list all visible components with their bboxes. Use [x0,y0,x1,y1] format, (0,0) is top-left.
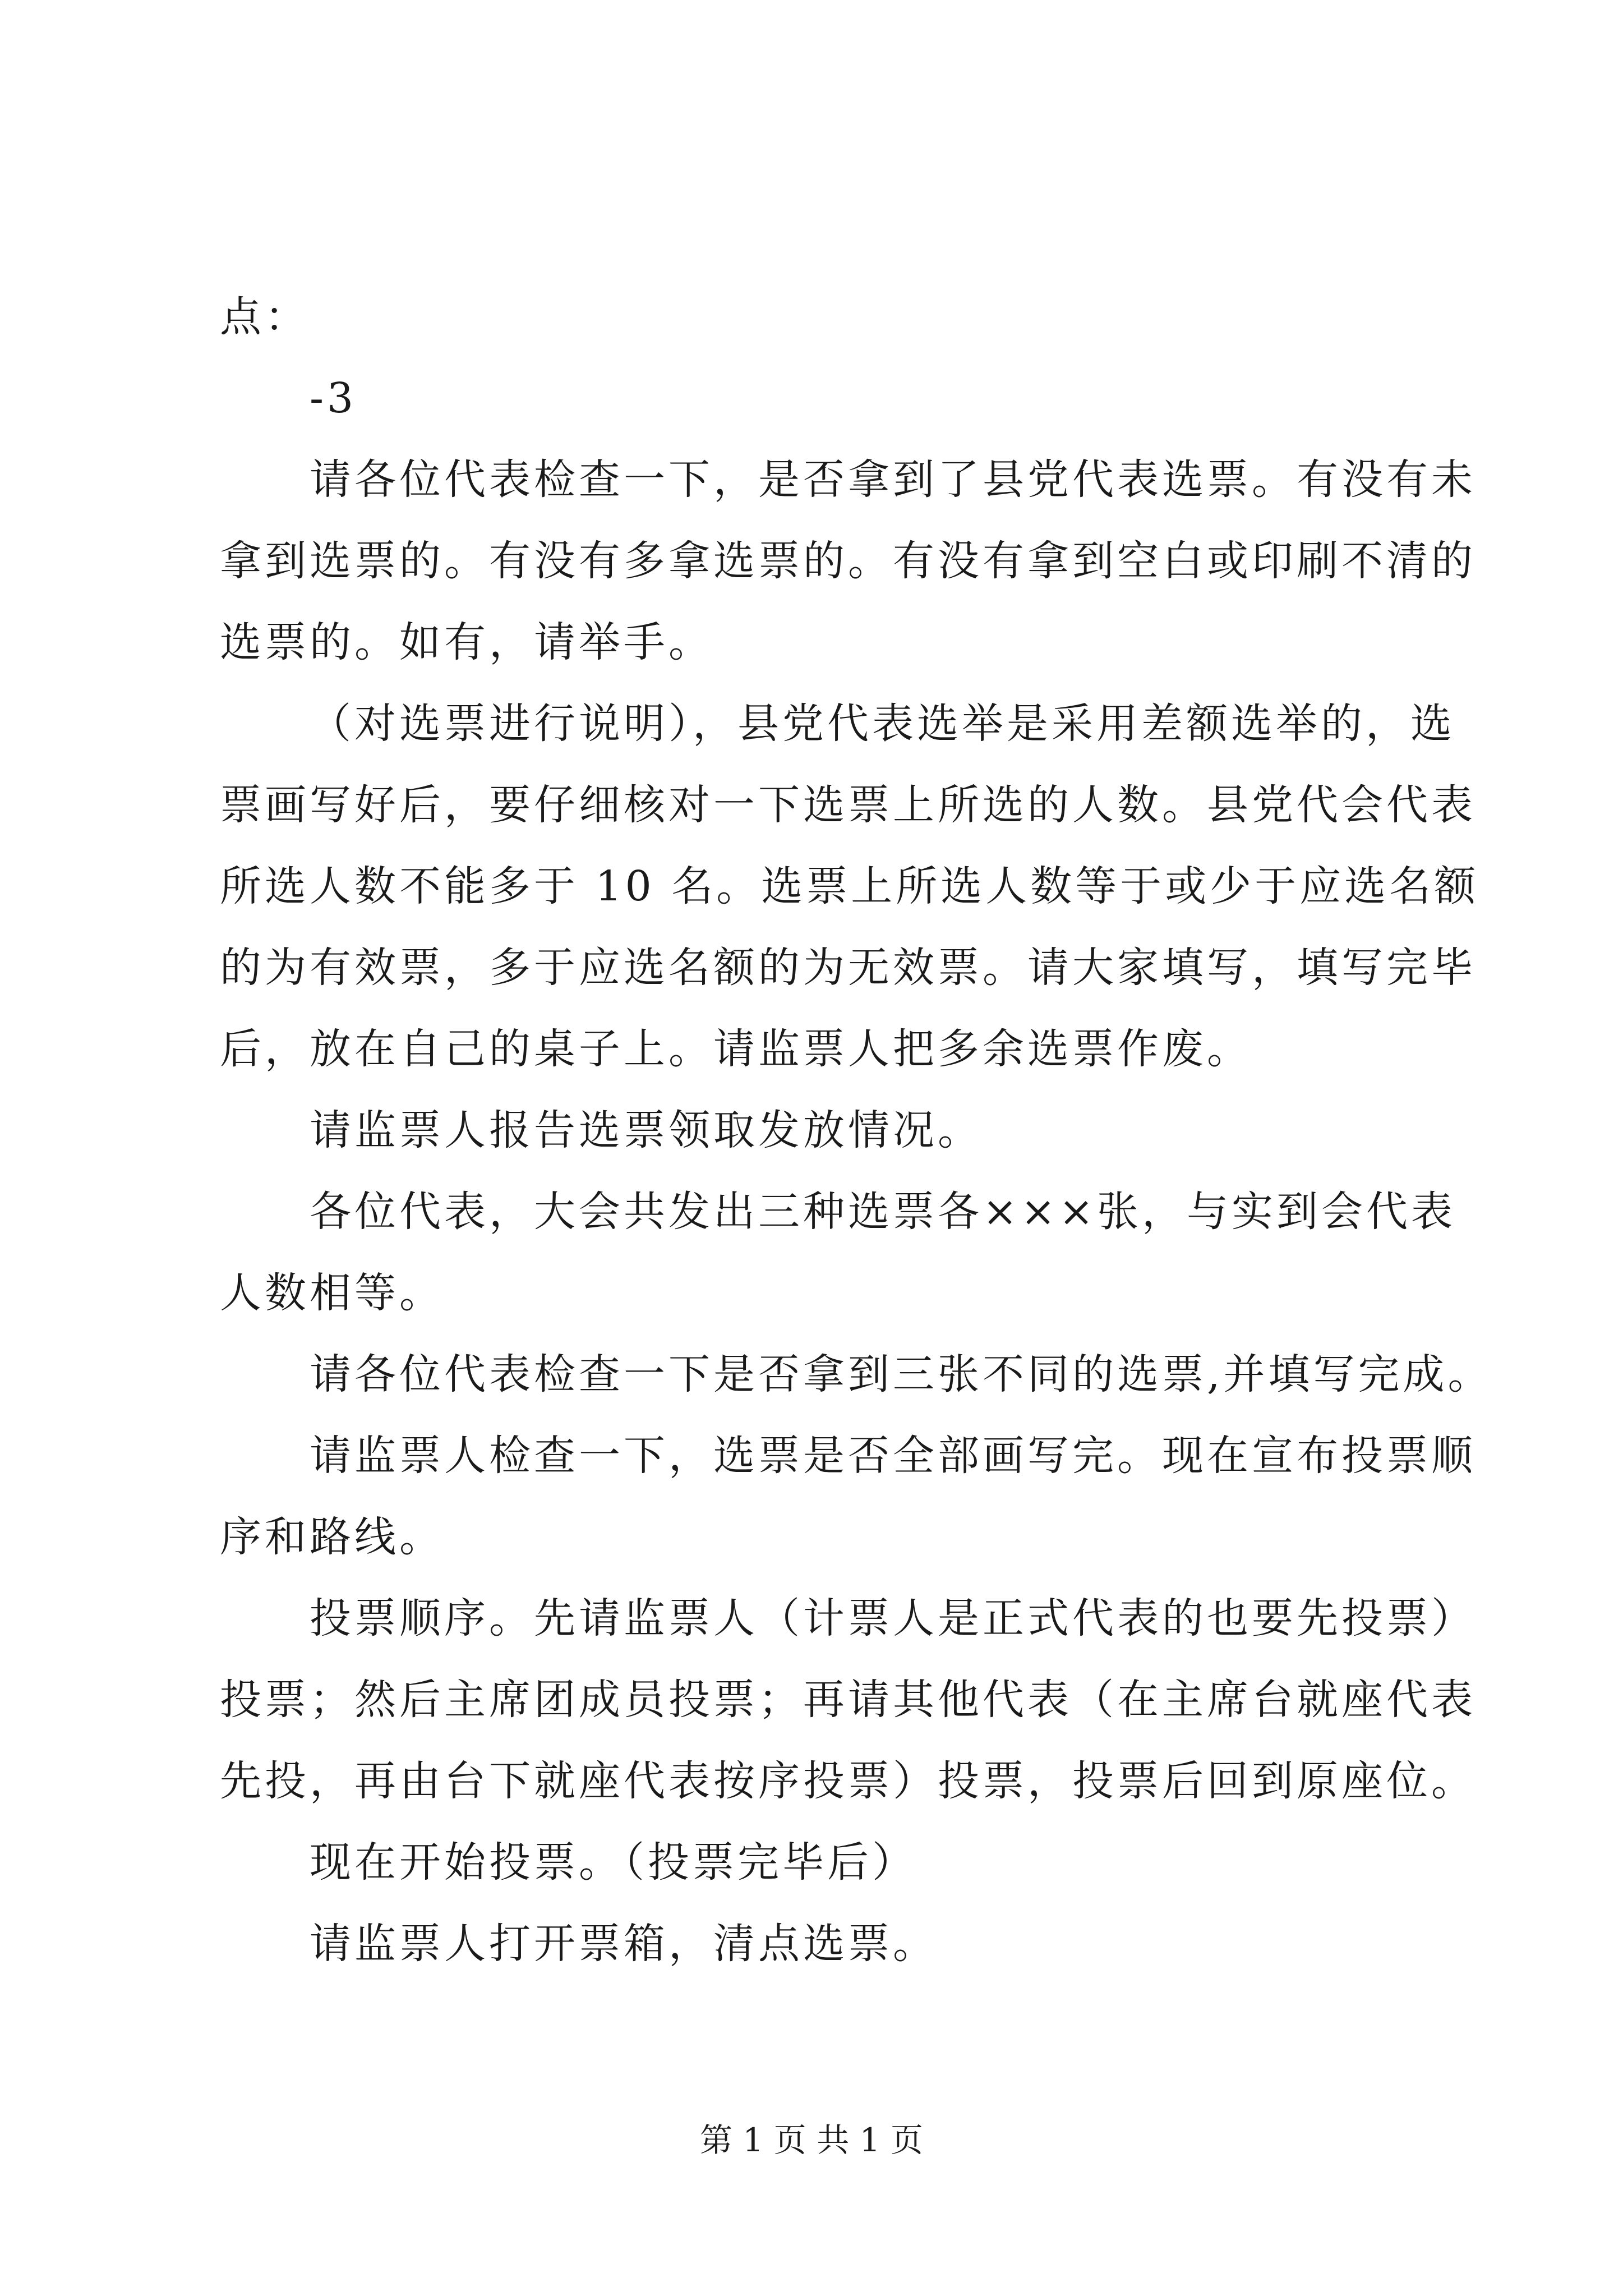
text-line: 请监票人打开票箱，清点选票。 [310,1920,938,1968]
text-line: 请各位代表检查一下，是否拿到了县党代表选票。有没有未 [310,455,1476,504]
text-line: 投票顺序。先请监票人（计票人是正式代表的也要先投票） [310,1594,1476,1642]
text-line: （对选票进行说明），县党代表选举是采用差额选举的，选 [310,700,1455,748]
text-line: 点： [220,293,310,341]
text-line: -3 [310,374,357,422]
text-line: 各位代表，大会共发出三种选票各×××张，与实到会代表 [310,1188,1456,1236]
text-line: 现在开始投票。（投票完毕后） [310,1838,917,1887]
page-footer: 第 1 页 共 1 页 [700,2121,923,2159]
text-line: 所选人数不能多于 10 名。选票上所选人数等于或少于应选名额 [220,862,1479,910]
text-line: 票画写好后，要仔细核对一下选票上所选的人数。县党代会代表 [220,781,1476,829]
text-line: 请监票人报告选票领取发放情况。 [310,1106,983,1154]
text-line: 选票的。如有，请举手。 [220,618,713,666]
text-line: 先投，再由台下就座代表按序投票）投票，投票后回到原座位。 [220,1757,1476,1805]
text-line: 人数相等。 [220,1269,444,1317]
text-line: 的为有效票，多于应选名额的为无效票。请大家填写，填写完毕 [220,944,1476,992]
text-line: 拿到选票的。有没有多拿选票的。有没有拿到空白或印刷不清的 [220,537,1476,585]
text-line: 后，放在自己的桌子上。请监票人把多余选票作废。 [220,1025,1252,1073]
text-line: 序和路线。 [220,1513,444,1561]
text-line: 请各位代表检查一下是否拿到三张不同的选票,并填写完成。 [310,1350,1493,1398]
text-line: 投票；然后主席团成员投票；再请其他代表（在主席台就座代表 [220,1676,1476,1724]
text-line: 请监票人检查一下，选票是否全部画写完。现在宣布投票顺 [310,1432,1476,1480]
